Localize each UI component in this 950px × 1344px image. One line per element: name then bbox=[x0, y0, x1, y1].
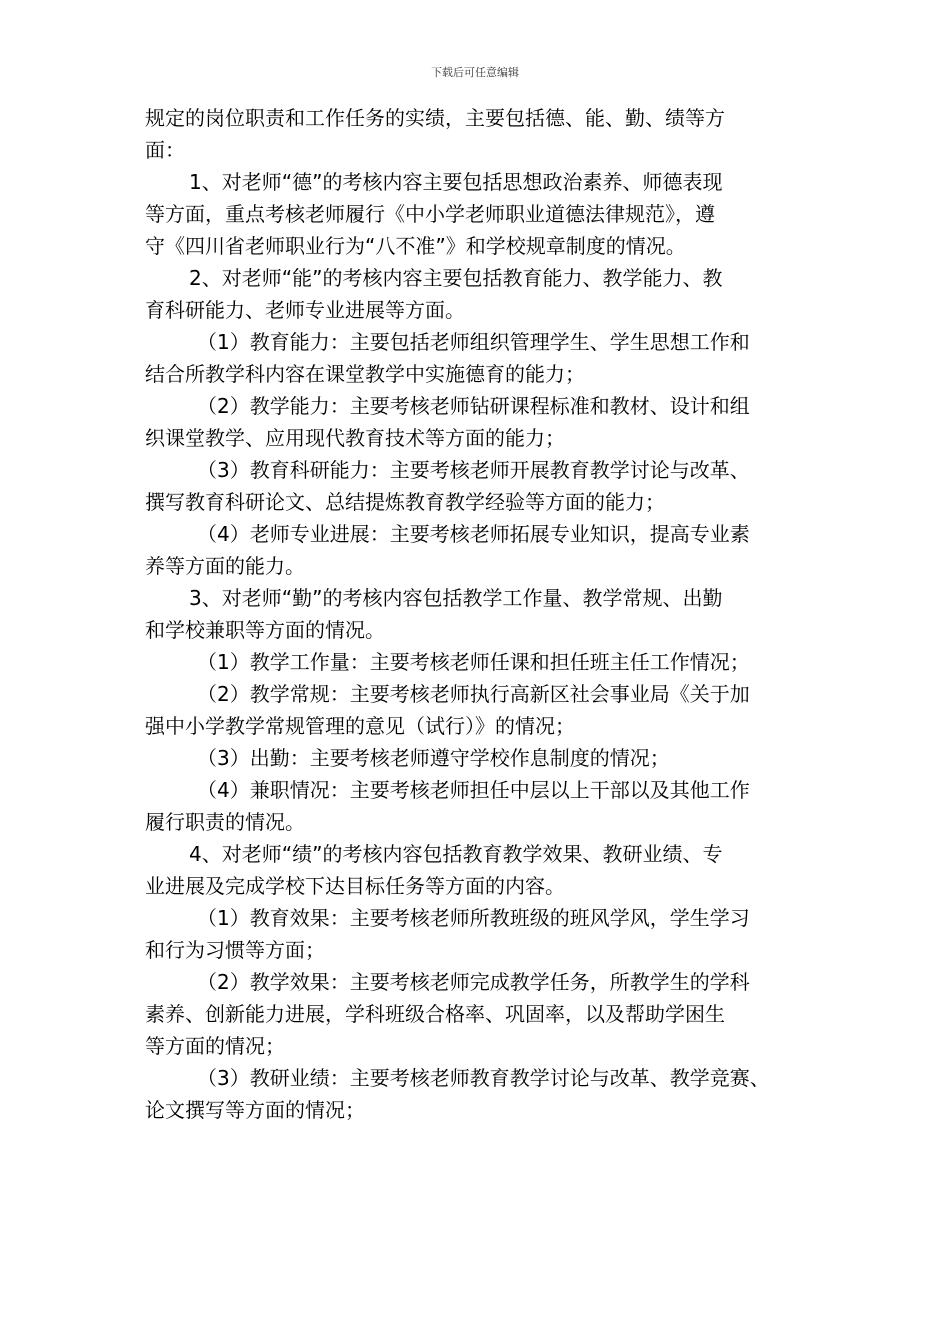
text-line: 育科研能力、老师专业进展等方面。 bbox=[145, 298, 465, 322]
text-line: （3）出勤：主要考核老师遵守学校作息制度的情况； bbox=[197, 746, 670, 770]
text-line: 1、对老师“德”的考核内容主要包括思想政治素养、师德表现 bbox=[189, 170, 723, 194]
text-line: 守《四川省老师职业行为“八不准”》和学校规章制度的情况。 bbox=[145, 234, 686, 258]
text-line: 撰写教育科研论文、总结提炼教育教学经验等方面的能力； bbox=[145, 490, 665, 514]
text-line: 织课堂教学、应用现代教育技术等方面的能力； bbox=[145, 426, 565, 450]
text-line: 和行为习惯等方面； bbox=[145, 938, 325, 962]
text-line: （2）教学效果：主要考核老师完成教学任务，所教学生的学科 bbox=[197, 970, 750, 994]
text-line: 4、对老师“绩”的考核内容包括教育教学效果、教研业绩、专 bbox=[189, 842, 723, 866]
text-line: （3）教育科研能力：主要考核老师开展教育教学讨论与改革、 bbox=[197, 458, 750, 482]
text-line: 结合所教学科内容在课堂教学中实施德育的能力； bbox=[145, 362, 585, 386]
text-line: 强中小学教学常规管理的意见（试行）》的情况； bbox=[145, 714, 575, 738]
text-line: （1）教育能力：主要包括老师组织管理学生、学生思想工作和 bbox=[197, 330, 750, 354]
text-line: （2）教学能力：主要考核老师钻研课程标准和教材、设计和组 bbox=[197, 394, 750, 418]
text-line: （2）教学常规：主要考核老师执行高新区社会事业局《关于加 bbox=[197, 682, 750, 706]
text-line: 业进展及完成学校下达目标任务等方面的内容。 bbox=[145, 874, 565, 898]
text-line: （3）教研业绩：主要考核老师教育教学讨论与改革、教学竞赛、 bbox=[197, 1066, 770, 1090]
document-body bbox=[145, 102, 825, 1126]
page-header: 下载后可任意编辑 bbox=[431, 66, 519, 79]
text-line: 和学校兼职等方面的情况。 bbox=[145, 618, 385, 642]
text-line: （1）教育效果：主要考核老师所教班级的班风学风，学生学习 bbox=[197, 906, 750, 930]
text-line: 3、对老师“勤”的考核内容包括教学工作量、教学常规、出勤 bbox=[189, 586, 723, 610]
text-line: 养等方面的能力。 bbox=[145, 554, 305, 578]
text-line: 素养、创新能力进展，学科班级合格率、巩固率，以及帮助学困生 bbox=[145, 1002, 725, 1026]
text-line: （4）兼职情况：主要考核老师担任中层以上干部以及其他工作 bbox=[197, 778, 750, 802]
text-line: 等方面的情况； bbox=[145, 1034, 285, 1058]
text-line: 等方面，重点考核老师履行《中小学老师职业道德法律规范》，遵 bbox=[145, 202, 715, 226]
text-line: （4）老师专业进展：主要考核老师拓展专业知识，提高专业素 bbox=[197, 522, 750, 546]
text-line: 论文撰写等方面的情况； bbox=[145, 1098, 365, 1122]
text-line: 规定的岗位职责和工作任务的实绩，主要包括德、能、勤、绩等方 bbox=[145, 106, 725, 130]
text-lines bbox=[145, 102, 825, 1126]
text-line: 履行职责的情况。 bbox=[145, 810, 305, 834]
text-line: 面： bbox=[145, 138, 185, 162]
text-line: 2、对老师“能”的考核内容主要包括教育能力、教学能力、教 bbox=[189, 266, 723, 290]
text-line: （1）教学工作量：主要考核老师任课和担任班主任工作情况； bbox=[197, 650, 750, 674]
